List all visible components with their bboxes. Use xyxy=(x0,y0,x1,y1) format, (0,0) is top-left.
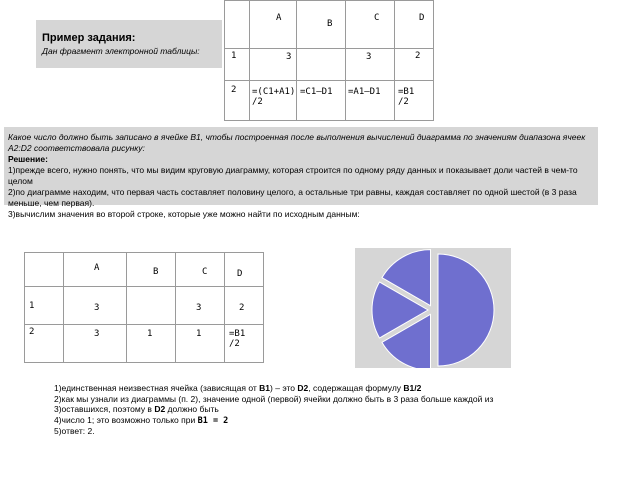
cell-d2-2: =B1 /2 xyxy=(225,325,264,363)
column-header-d-2: D xyxy=(225,253,264,287)
corner-cell xyxy=(225,1,250,49)
cell-d2: =B1 /2 xyxy=(395,81,434,121)
answer-step-1: 1)единственная неизвестная ячейка (зависящая от B1) – это D2, содержащая формулу B1/2 xyxy=(54,383,422,393)
solution-step-3: 3)вычислим значения во второй строке, которые уже можно найти по исходным данным: xyxy=(8,209,360,219)
row-header-2: 2 xyxy=(225,81,250,121)
question-text: Какое число должно быть записано в ячейке B1, чтобы построенная после выполнения вычислений диаграмма по значениям диапазона ячеек A2:D2 соответствовала рисунку: xyxy=(8,132,586,153)
answer-step-3: 3)оставшихся, поэтому в D2 должно быть xyxy=(54,404,219,414)
cell-c1-2: 3 xyxy=(176,287,225,325)
column-header-b-2: B xyxy=(127,253,176,287)
row-header-1: 1 xyxy=(225,49,250,81)
cell-b1 xyxy=(297,49,346,81)
answer-step-5: 5)ответ: 2. xyxy=(54,426,95,436)
cell-a1: 3 xyxy=(250,49,297,81)
title-box xyxy=(36,20,222,68)
solution-step-1: 1)прежде всего, нужно понять, что мы видим круговую диаграмму, которая строится по одному ряду данных и показывает доли частей в чем-то целом xyxy=(8,165,578,186)
spreadsheet-table-2 xyxy=(24,252,264,363)
cell-c2: =A1–D1 xyxy=(346,81,395,121)
column-header-c: C xyxy=(346,1,395,49)
question-box xyxy=(4,127,598,219)
corner-cell-2 xyxy=(25,253,64,287)
pie-chart xyxy=(355,248,511,368)
answer-step-4: 4)число 1; это возможно только при B1 = 2 xyxy=(54,414,229,426)
column-header-b: B xyxy=(297,1,346,49)
column-header-c-2: C xyxy=(176,253,225,287)
pie-chart-box xyxy=(355,248,511,368)
column-header-d: D xyxy=(395,1,434,49)
cell-b2: =C1–D1 xyxy=(297,81,346,121)
row-header-1-2: 1 xyxy=(25,287,64,325)
row-header-2-2: 2 xyxy=(25,325,64,363)
pie-slice-1 xyxy=(438,254,494,366)
cell-d1: 2 xyxy=(395,49,434,81)
column-header-a-2: A xyxy=(64,253,127,287)
cell-b2-2: 1 xyxy=(127,325,176,363)
answer-step-2: 2)как мы узнали из диаграммы (п. 2), значение одной (первой) ячейки должно быть в 3 раза больше каждой из xyxy=(54,393,494,404)
answer-steps xyxy=(54,383,493,437)
cell-a2: =(C1+A1) /2 xyxy=(250,81,297,121)
cell-a2-2: 3 xyxy=(64,325,127,363)
solution-label: Решение: xyxy=(8,154,48,164)
cell-a1-2: 3 xyxy=(64,287,127,325)
spreadsheet-table-1 xyxy=(224,0,434,121)
column-header-a: A xyxy=(250,1,297,49)
solution-step-2: 2)по диаграмме находим, что первая часть составляет половину целого, а остальные три равны, каждая составляет по одной шестой (в 3 раза меньше, чем первая). xyxy=(8,187,577,208)
cell-d1-2: 2 xyxy=(225,287,264,325)
task-subtitle: Дан фрагмент электронной таблицы: xyxy=(42,46,200,56)
cell-b1-2 xyxy=(127,287,176,325)
cell-c2-2: 1 xyxy=(176,325,225,363)
cell-c1: 3 xyxy=(346,49,395,81)
task-heading: Пример задания: xyxy=(42,32,136,44)
